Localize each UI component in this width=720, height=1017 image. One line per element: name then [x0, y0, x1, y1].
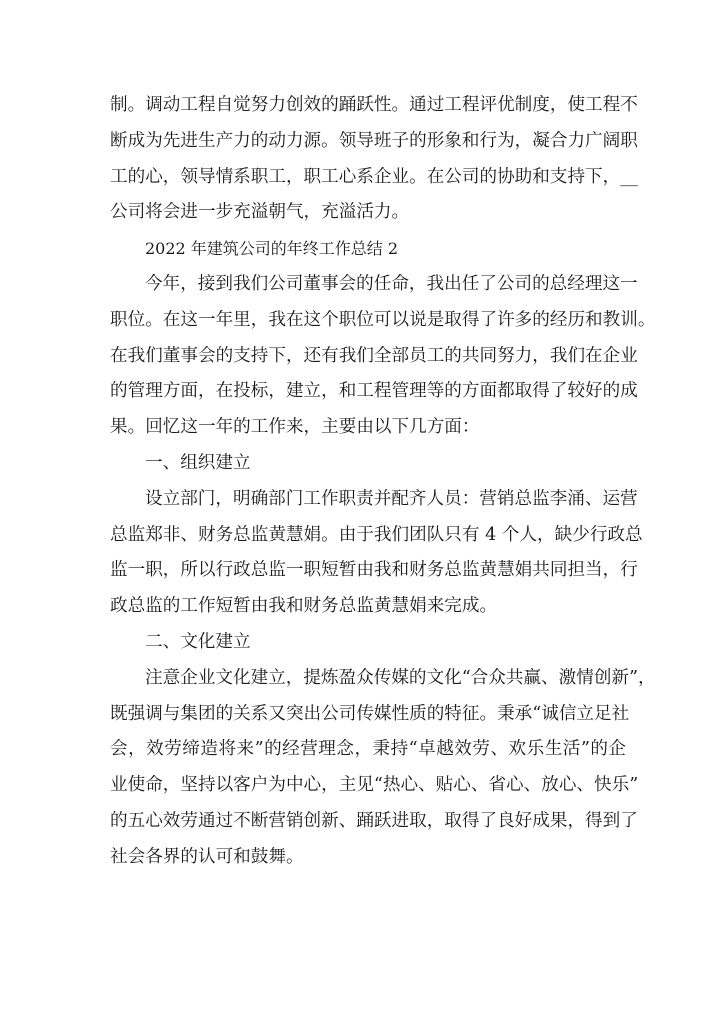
paragraph-line: 既强调与集团的关系又突出公司传媒性质的特征。秉承“诚信立足社	[110, 703, 630, 724]
paragraph-line: 政总监的工作短暂由我和财务总监黄慧娟来完成。	[110, 596, 498, 617]
paragraph-line: 断成为先进生产力的动力源。领导班子的形象和行为，凝合力广阔职	[110, 130, 638, 151]
paragraph-line: 职位。在这一年里，我在这个职位可以说是取得了许多的经历和教训。	[110, 309, 656, 330]
paragraph-line: 监一职，所以行政总监一职短暂由我和财务总监黄慧娟共同担当，行	[110, 560, 638, 581]
paragraph-line: 在我们董事会的支持下，还有我们全部员工的共同努力，我们在企业	[110, 345, 638, 366]
paragraph-line: 会，效劳缔造将来”的经营理念，秉持“卓越效劳、欢乐生活”的企	[110, 739, 626, 760]
paragraph-line: 今年，接到我们公司董事会的任命，我出任了公司的总经理这一	[145, 273, 638, 294]
paragraph-line: 总监郑非、财务总监黄慧娟。由于我们团队只有 4 个人，缺少行政总	[110, 524, 643, 545]
paragraph-line: 的五心效劳通过不断营销创新、踊跃进取，取得了良好成果，得到了	[110, 810, 638, 831]
paragraph-line: 果。回忆这一年的工作来，主要由以下几方面：	[110, 417, 480, 438]
paragraph-line: 业使命，坚持以客户为中心，主见“热心、贴心、省心、放心、快乐”	[110, 775, 639, 796]
paragraph-line: 制。调动工程自觉努力创效的踊跃性。通过工程评优制度，使工程不	[110, 95, 638, 115]
section-title: 2022 年建筑公司的年终工作总结 2	[145, 239, 399, 259]
paragraph-line: 的管理方面，在投标，建立，和工程管理等的方面都取得了较好的成	[110, 381, 638, 402]
paragraph-line: 公司将会进一步充溢朝气，充溢活力。	[110, 202, 410, 223]
paragraph-line: 社会各界的认可和鼓舞。	[110, 846, 304, 867]
paragraph-line: 设立部门，明确部门工作职责并配齐人员：营销总监李涌、运营	[145, 488, 638, 509]
subheading: 二、文化建立	[145, 631, 251, 652]
subheading: 一、组织建立	[145, 452, 251, 473]
paragraph-line: 工的心，领导情系职工，职工心系企业。在公司的协助和支持下，__	[110, 166, 638, 187]
paragraph-line: 注意企业文化建立，提炼盈众传媒的文化“合众共赢、激情创新”，	[145, 667, 656, 688]
document-page	[110, 88, 656, 876]
